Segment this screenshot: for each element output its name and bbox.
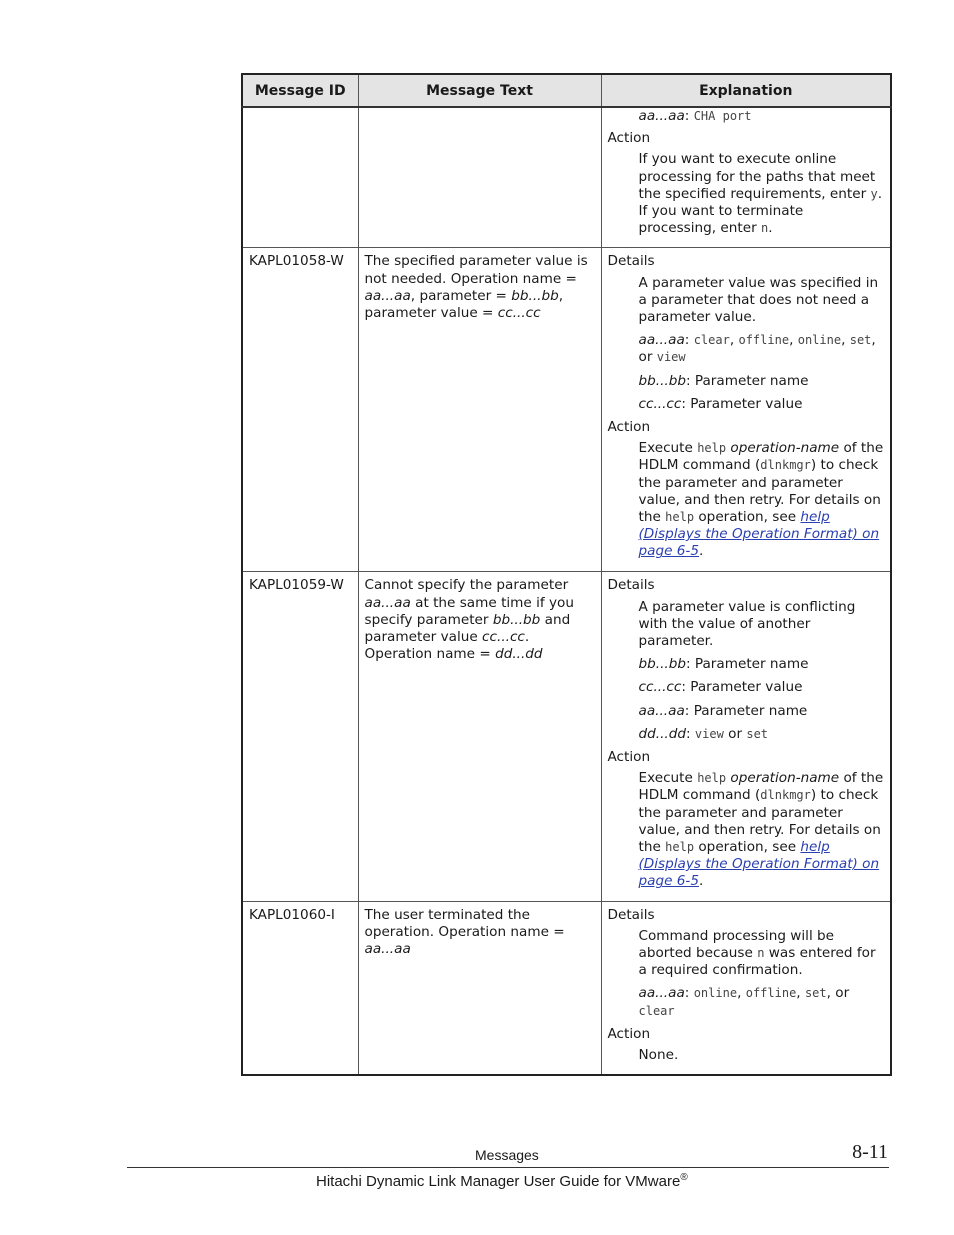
footer-divider — [127, 1167, 889, 1168]
bb-line: bb...bb: Parameter name — [638, 372, 809, 389]
dd-line: dd...dd: view or set — [638, 725, 769, 742]
details-text: Command processing will be aborted because n was entered for a required confirmation. — [638, 927, 876, 979]
details-text: A parameter value is conflicting with the value of another parameter. — [638, 598, 856, 650]
message-id-cell: KAPL01059-W — [242, 572, 358, 901]
action-label: Action — [607, 749, 651, 766]
action-text: Execute help operation-name of the HDLM command (dlnkmgr) to check the parameter and parameter value, and then retry. For details on the help operation, see help (Displays the Operation Format) on page 6-5. — [638, 770, 884, 890]
table-row — [242, 248, 891, 572]
message-text-cell: The user terminated the operation. Operation name = aa...aa — [358, 901, 601, 1075]
bb-line: bb...bb: Parameter name — [638, 656, 809, 673]
aa-line: aa...aa: Parameter name — [638, 702, 808, 719]
table-header-row — [242, 74, 891, 107]
message-id-cell — [242, 107, 358, 248]
action-label: Action — [607, 419, 651, 436]
cc-line: cc...cc: Parameter value — [638, 679, 803, 696]
action-text: If you want to execute online processing for the paths that meet the specified requirements, enter y. If you want to terminate processing, enter n. — [638, 151, 883, 237]
explanation-cell — [601, 248, 891, 572]
help-operation-link[interactable]: help (Displays the Operation Format) on page 6-5 — [638, 839, 880, 890]
explanation-cell — [601, 107, 891, 248]
action-label: Action — [607, 130, 651, 147]
details-text: A parameter value was specified in a parameter that does not need a parameter value. — [638, 274, 879, 326]
message-text-cell — [358, 107, 601, 248]
message-text-cell: The specified parameter value is not needed. Operation name = aa...aa, parameter = bb...bb, parameter value = cc...cc — [358, 248, 601, 572]
table-row — [242, 901, 891, 1075]
help-operation-link[interactable]: help (Displays the Operation Format) on page 6-5 — [638, 509, 880, 560]
header-message-text: Message Text — [358, 74, 601, 107]
action-text: None. — [638, 1047, 679, 1064]
footer-title-text: Hitachi Dynamic Link Manager User Guide for VMware — [316, 1173, 681, 1190]
aa-values-line: aa...aa: clear, offline, online, set, or view — [638, 332, 876, 366]
details-label: Details — [607, 253, 655, 270]
details-label: Details — [607, 577, 655, 594]
footer-document-title — [316, 1172, 688, 1190]
table-row — [242, 572, 891, 901]
explanation-cell — [601, 901, 891, 1075]
message-table — [241, 73, 892, 1076]
footer-page-number: 8-11 — [852, 1141, 888, 1163]
message-text-cell: Cannot specify the parameter aa...aa at the same time if you specify parameter bb...bb and parameter value cc...cc. Operation name = dd...dd — [358, 572, 601, 901]
cc-line: cc...cc: Parameter value — [638, 395, 803, 412]
message-id-cell: KAPL01060-I — [242, 901, 358, 1075]
footer-section-name: Messages — [475, 1147, 539, 1163]
registered-mark: ® — [680, 1172, 688, 1183]
explanation-cell — [601, 572, 891, 901]
header-explanation: Explanation — [601, 74, 891, 107]
aa-value-line: aa...aa: CHA port — [638, 108, 752, 124]
header-message-id: Message ID — [242, 74, 358, 107]
aa-values-line: aa...aa: online, offline, set, or clear — [638, 985, 850, 1018]
message-id-cell: KAPL01058-W — [242, 248, 358, 572]
table-row — [242, 107, 891, 248]
details-label: Details — [607, 906, 655, 923]
action-text: Execute help operation-name of the HDLM command (dlnkmgr) to check the parameter and parameter value, and then retry. For details on the help operation, see help (Displays the Operation Format) on page 6-5. — [638, 440, 884, 560]
action-label: Action — [607, 1025, 651, 1042]
